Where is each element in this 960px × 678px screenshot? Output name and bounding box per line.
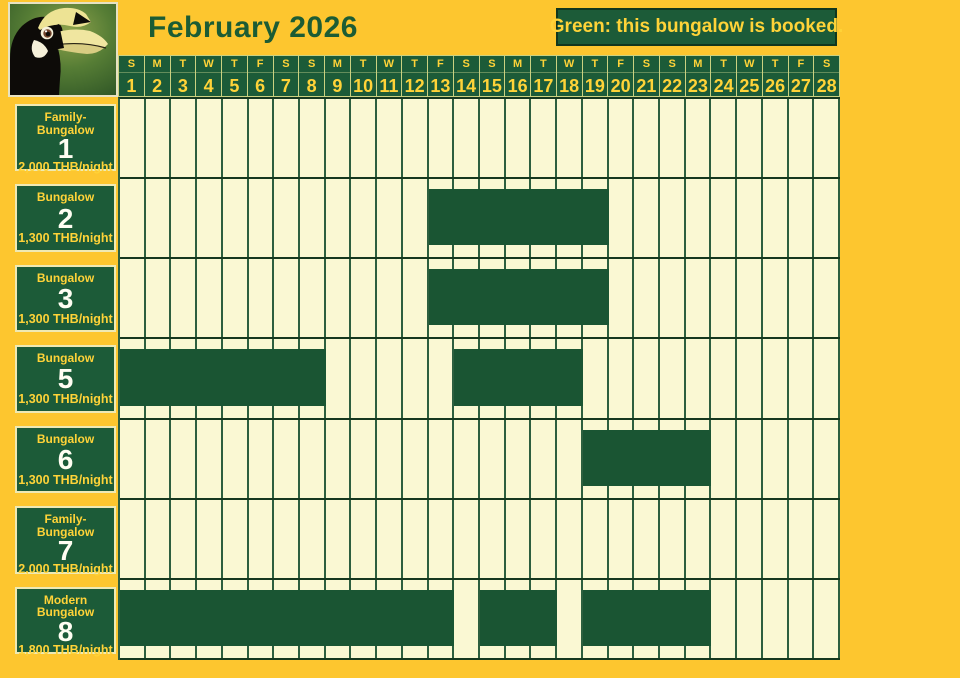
- day-cell: [351, 259, 377, 337]
- day-number: 9: [332, 76, 343, 96]
- day-cell: [660, 179, 686, 257]
- day-number: 7: [280, 76, 291, 96]
- day-cell: [531, 500, 557, 578]
- day-header-cell: [402, 56, 427, 96]
- day-cell: [737, 99, 763, 177]
- day-cell: [789, 179, 815, 257]
- day-number: 26: [765, 76, 786, 96]
- day-cell: [120, 179, 146, 257]
- day-number: 16: [507, 76, 528, 96]
- room-type: Bungalow: [36, 190, 95, 205]
- day-cell: [763, 500, 789, 578]
- day-cell: [737, 500, 763, 578]
- booked-range: [454, 349, 583, 405]
- day-header-cell: [248, 56, 273, 96]
- weekday-letter: S: [634, 59, 659, 73]
- day-cell: [480, 500, 506, 578]
- day-cell: [377, 259, 403, 337]
- day-cell: [506, 420, 532, 498]
- room-type: Bungalow: [36, 431, 95, 446]
- day-cell: [429, 500, 455, 578]
- weekday-letter: T: [763, 59, 788, 73]
- day-cell: [789, 339, 815, 417]
- weekday-letter: T: [171, 59, 196, 73]
- day-cell: [326, 179, 352, 257]
- day-cell: [686, 339, 712, 417]
- day-cell: [300, 179, 326, 257]
- day-number: 20: [610, 76, 631, 96]
- day-header-cell: [505, 56, 530, 96]
- day-cell: [814, 259, 840, 337]
- day-cell: [763, 179, 789, 257]
- day-header-cell: [789, 56, 814, 96]
- room-rate: 2,000 THB/night: [18, 562, 113, 577]
- day-cell: [531, 420, 557, 498]
- room-type: Family-Bungalow: [36, 512, 95, 539]
- day-cell: [660, 339, 686, 417]
- weekday-letter: M: [505, 59, 530, 73]
- day-header-cell: [145, 56, 170, 96]
- day-cell: [454, 420, 480, 498]
- day-header-cell: [171, 56, 196, 96]
- weekday-letter: S: [274, 59, 299, 73]
- day-cell: [763, 420, 789, 498]
- day-cell: [351, 339, 377, 417]
- day-number: 6: [255, 76, 266, 96]
- room-label-slot: [15, 177, 116, 257]
- day-header-cell: [428, 56, 453, 96]
- day-number: 27: [790, 76, 811, 96]
- page-title: February 2026: [148, 11, 358, 44]
- day-header-cell: [377, 56, 402, 96]
- weekday-letter: F: [789, 59, 814, 73]
- day-number: 11: [379, 76, 399, 96]
- day-cell: [403, 99, 429, 177]
- day-cell: [377, 339, 403, 417]
- day-number: 22: [662, 76, 683, 96]
- day-number: 23: [687, 76, 708, 96]
- day-number: 12: [404, 76, 425, 96]
- day-cell: [660, 99, 686, 177]
- weekday-letter: W: [737, 59, 762, 73]
- room-rate: 2,000 THB/night: [18, 160, 113, 175]
- hornbill-logo: [8, 2, 118, 97]
- day-cell: [120, 259, 146, 337]
- day-header-cell: [583, 56, 608, 96]
- day-cell: [686, 179, 712, 257]
- day-number: 13: [430, 76, 451, 96]
- day-header-cell: [325, 56, 350, 96]
- day-header-cell: [531, 56, 556, 96]
- day-cell: [711, 179, 737, 257]
- weekday-letter: S: [660, 59, 685, 73]
- day-cell: [274, 259, 300, 337]
- day-cell: [583, 99, 609, 177]
- day-cell: [763, 259, 789, 337]
- day-cell: [634, 259, 660, 337]
- day-cell: [557, 580, 583, 658]
- room-label-slot: [15, 97, 116, 177]
- day-cell: [197, 500, 223, 578]
- day-number: 14: [456, 76, 477, 96]
- room-label-6: [15, 426, 116, 493]
- day-cell: [506, 99, 532, 177]
- weekday-letter: T: [222, 59, 247, 73]
- day-cell: [326, 420, 352, 498]
- day-cell: [403, 179, 429, 257]
- booked-range: [583, 430, 712, 486]
- day-cell: [480, 99, 506, 177]
- room-label-7: [15, 506, 116, 577]
- day-cell: [171, 99, 197, 177]
- day-cell: [249, 420, 275, 498]
- day-number: 3: [177, 76, 188, 96]
- weekday-letter: F: [248, 59, 273, 73]
- day-cell: [660, 259, 686, 337]
- day-header-cell: [814, 56, 839, 96]
- day-number: 25: [739, 76, 760, 96]
- day-cell: [686, 500, 712, 578]
- day-cell: [249, 259, 275, 337]
- room-row-3: [120, 259, 840, 339]
- day-cell: [326, 99, 352, 177]
- day-cell: [737, 580, 763, 658]
- day-header-cell: [634, 56, 659, 96]
- weekday-letter: F: [608, 59, 633, 73]
- room-number: 7: [57, 535, 74, 567]
- day-cell: [326, 339, 352, 417]
- day-cell: [711, 420, 737, 498]
- day-cell: [531, 99, 557, 177]
- day-header-cell: [737, 56, 762, 96]
- day-cell: [609, 179, 635, 257]
- day-cell: [789, 500, 815, 578]
- day-cell: [120, 500, 146, 578]
- day-cell: [789, 420, 815, 498]
- day-cell: [814, 500, 840, 578]
- day-cell: [737, 259, 763, 337]
- day-cell: [557, 99, 583, 177]
- room-row-7: [120, 500, 840, 580]
- day-cell: [171, 179, 197, 257]
- day-cell: [300, 500, 326, 578]
- room-label-slot: [15, 419, 116, 499]
- day-cell: [197, 179, 223, 257]
- day-cell: [377, 420, 403, 498]
- day-cell: [660, 500, 686, 578]
- day-header-cell: [686, 56, 711, 96]
- day-cell: [274, 179, 300, 257]
- room-rate: 1,300 THB/night: [18, 472, 113, 487]
- weekday-letter: M: [686, 59, 711, 73]
- weekday-letter: T: [351, 59, 376, 73]
- day-cell: [146, 420, 172, 498]
- room-row-8: [120, 580, 840, 660]
- day-number: 4: [203, 76, 214, 96]
- day-number: 1: [126, 76, 137, 96]
- day-cell: [403, 339, 429, 417]
- day-cell: [454, 99, 480, 177]
- day-cell: [300, 259, 326, 337]
- day-header-cell: [196, 56, 221, 96]
- day-cell: [223, 99, 249, 177]
- day-cell: [609, 500, 635, 578]
- room-row-5: [120, 339, 840, 419]
- day-number: 10: [353, 76, 374, 96]
- day-header-cell: [711, 56, 736, 96]
- room-label-5: [15, 345, 116, 412]
- day-number: 21: [636, 76, 657, 96]
- day-header-cell: [222, 56, 247, 96]
- day-cell: [351, 99, 377, 177]
- day-cell: [737, 179, 763, 257]
- day-header-cell: [480, 56, 505, 96]
- room-type: Bungalow: [36, 351, 95, 366]
- room-label-1: [15, 104, 116, 175]
- day-cell: [120, 99, 146, 177]
- day-cell: [634, 99, 660, 177]
- day-cell: [454, 580, 480, 658]
- day-cell: [789, 99, 815, 177]
- day-cell: [197, 420, 223, 498]
- day-cell: [737, 420, 763, 498]
- day-cell: [814, 179, 840, 257]
- day-cell: [274, 500, 300, 578]
- day-cell: [429, 339, 455, 417]
- day-cell: [249, 500, 275, 578]
- day-cell: [454, 500, 480, 578]
- day-cell: [789, 580, 815, 658]
- day-number: 2: [152, 76, 163, 96]
- weekday-letter: S: [454, 59, 479, 73]
- day-cell: [763, 580, 789, 658]
- weekday-letter: T: [531, 59, 556, 73]
- day-cell: [223, 420, 249, 498]
- day-cell: [171, 259, 197, 337]
- day-cell: [429, 420, 455, 498]
- day-header-cell: [299, 56, 324, 96]
- day-number: 15: [481, 76, 502, 96]
- day-cell: [223, 500, 249, 578]
- day-header-cell: [351, 56, 376, 96]
- day-cell: [197, 99, 223, 177]
- day-cell: [711, 259, 737, 337]
- availability-grid: [118, 97, 840, 660]
- day-cell: [120, 420, 146, 498]
- day-cell: [711, 580, 737, 658]
- day-cell: [403, 420, 429, 498]
- day-cell: [711, 339, 737, 417]
- room-label-slot: [15, 580, 116, 660]
- day-cell: [274, 420, 300, 498]
- day-header-cell: [660, 56, 685, 96]
- day-header-cell: [608, 56, 633, 96]
- day-cell: [429, 99, 455, 177]
- legend-text: Green: this bungalow is booked.: [549, 16, 844, 37]
- room-rate: 1,300 THB/night: [18, 231, 113, 246]
- room-rate: 1,300 THB/night: [18, 392, 113, 407]
- day-cell: [223, 179, 249, 257]
- room-label-2: [15, 184, 116, 251]
- day-cell: [763, 339, 789, 417]
- day-cell: [583, 500, 609, 578]
- booked-range: [583, 590, 712, 646]
- day-cell: [351, 420, 377, 498]
- room-rate: 1,300 THB/night: [18, 311, 113, 326]
- day-number: 8: [306, 76, 317, 96]
- weekday-letter: T: [583, 59, 608, 73]
- booked-range: [480, 590, 557, 646]
- day-cell: [763, 99, 789, 177]
- day-cell: [814, 580, 840, 658]
- booked-range: [429, 189, 609, 245]
- day-number: 17: [533, 76, 554, 96]
- weekday-letter: S: [119, 59, 144, 73]
- day-cell: [171, 420, 197, 498]
- day-cell: [351, 500, 377, 578]
- day-cell: [403, 500, 429, 578]
- room-number: 3: [57, 283, 74, 314]
- day-cell: [300, 99, 326, 177]
- day-number: 5: [229, 76, 240, 96]
- day-cell: [557, 500, 583, 578]
- day-cell: [326, 500, 352, 578]
- room-label-slot: [15, 338, 116, 418]
- booked-range: [120, 590, 454, 646]
- weekday-letter: S: [814, 59, 839, 73]
- weekday-letter: W: [557, 59, 582, 73]
- booked-range: [120, 349, 326, 405]
- booked-range: [429, 269, 609, 325]
- day-cell: [377, 500, 403, 578]
- legend-badge: [549, 8, 844, 46]
- weekday-letter: W: [377, 59, 402, 73]
- day-cell: [300, 420, 326, 498]
- room-type: Bungalow: [36, 270, 95, 285]
- day-cell: [326, 259, 352, 337]
- day-cell: [634, 339, 660, 417]
- day-cell: [146, 500, 172, 578]
- day-cell: [814, 339, 840, 417]
- day-cell: [814, 420, 840, 498]
- room-row-6: [120, 420, 840, 500]
- day-cell: [711, 500, 737, 578]
- day-cell: [197, 259, 223, 337]
- day-cell: [146, 259, 172, 337]
- room-type: Family-Bungalow: [36, 110, 95, 137]
- weekday-letter: T: [402, 59, 427, 73]
- weekday-letter: T: [711, 59, 736, 73]
- day-cell: [609, 339, 635, 417]
- day-cell: [146, 179, 172, 257]
- room-row-2: [120, 179, 840, 259]
- weekday-letter: M: [145, 59, 170, 73]
- day-cell: [609, 259, 635, 337]
- room-row-1: [120, 99, 840, 179]
- room-label-slot: [15, 258, 116, 338]
- day-cell: [814, 99, 840, 177]
- day-cell: [223, 259, 249, 337]
- day-cell: [583, 339, 609, 417]
- weekday-letter: S: [480, 59, 505, 73]
- day-cell: [351, 179, 377, 257]
- day-header-row: [118, 55, 840, 97]
- day-cell: [557, 420, 583, 498]
- day-cell: [634, 179, 660, 257]
- day-cell: [737, 339, 763, 417]
- day-cell: [249, 179, 275, 257]
- room-number: 2: [57, 202, 74, 234]
- day-header-cell: [119, 56, 144, 96]
- day-cell: [403, 259, 429, 337]
- room-labels-column: [15, 97, 116, 660]
- day-header-cell: [274, 56, 299, 96]
- day-cell: [146, 99, 172, 177]
- day-header-cell: [557, 56, 582, 96]
- room-label-8: [15, 587, 116, 657]
- weekday-letter: F: [428, 59, 453, 73]
- day-cell: [711, 99, 737, 177]
- day-number: 18: [559, 76, 580, 96]
- day-cell: [686, 99, 712, 177]
- weekday-letter: W: [196, 59, 221, 73]
- room-number: 5: [57, 363, 74, 395]
- hornbill-bird-illustration: [10, 4, 116, 95]
- day-cell: [171, 500, 197, 578]
- room-type: Modern Bungalow: [36, 592, 95, 620]
- weekday-letter: M: [325, 59, 350, 73]
- day-cell: [789, 259, 815, 337]
- day-number: 28: [816, 76, 837, 96]
- day-cell: [249, 99, 275, 177]
- room-number: 1: [57, 133, 74, 165]
- room-number: 6: [57, 443, 74, 475]
- day-cell: [609, 99, 635, 177]
- weekday-letter: S: [299, 59, 324, 73]
- room-label-3: [15, 265, 116, 332]
- day-cell: [274, 99, 300, 177]
- day-cell: [506, 500, 532, 578]
- day-number: 19: [584, 76, 605, 96]
- room-number: 8: [57, 615, 74, 647]
- day-cell: [634, 500, 660, 578]
- day-cell: [377, 179, 403, 257]
- day-cell: [377, 99, 403, 177]
- room-label-slot: [15, 499, 116, 579]
- day-header-cell: [763, 56, 788, 96]
- day-number: 24: [713, 76, 734, 96]
- day-header-cell: [454, 56, 479, 96]
- room-rate: 1,800 THB/night: [18, 642, 113, 657]
- day-cell: [686, 259, 712, 337]
- day-cell: [480, 420, 506, 498]
